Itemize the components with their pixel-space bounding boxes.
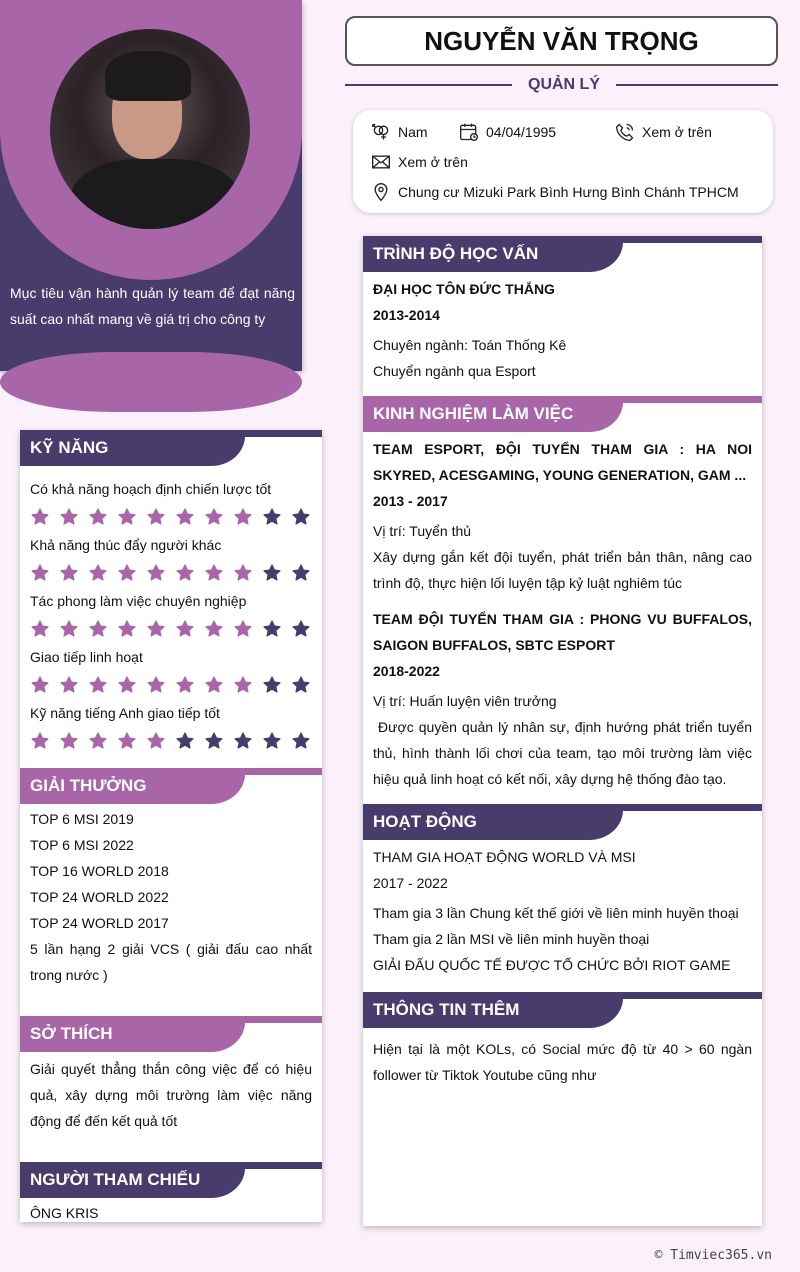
section-header-hobbies: SỞ THÍCH [20, 1016, 322, 1054]
star-icon [117, 619, 137, 639]
star-icon [204, 675, 224, 695]
star-icon [262, 675, 282, 695]
experience-desc: Xây dựng gắn kết đội tuyển, phát triển bản thân, nâng cao trình độ, thực hiện lối luyện tập kỷ luật nghiêm túc [373, 549, 752, 591]
skill-name: Kỹ năng tiếng Anh giao tiếp tốt [30, 705, 220, 721]
award-item: TOP 6 MSI 2022 [30, 837, 134, 853]
section-header-education: TRÌNH ĐỘ HỌC VẤN [363, 236, 762, 274]
experience-body [363, 434, 762, 800]
star-icon [233, 619, 253, 639]
contact-card [353, 110, 773, 213]
activity-line: Tham gia 2 lần MSI về liên minh huyền thoại [373, 931, 650, 947]
skill-rating [30, 726, 312, 756]
skill-rating [30, 502, 312, 532]
award-item: TOP 6 MSI 2019 [30, 811, 134, 827]
award-item: TOP 24 WORLD 2022 [30, 889, 169, 905]
education-line: Chuyên ngành: Toán Thống Kê [373, 337, 567, 353]
gender-text: Nam [398, 124, 428, 140]
star-icon [30, 507, 50, 527]
email-text: Xem ở trên [398, 154, 468, 170]
skill-rating [30, 670, 312, 700]
email-row [371, 152, 468, 172]
left-column [20, 430, 322, 1222]
activity-name: THAM GIA HOẠT ĐỘNG WORLD VÀ MSI [373, 849, 636, 865]
star-icon [59, 619, 79, 639]
activity-line: Tham gia 3 lần Chung kết thế giới về liên minh huyền thoại [373, 905, 739, 921]
star-icon [30, 731, 50, 751]
education-period: 2013-2014 [373, 307, 440, 323]
candidate-name: NGUYỄN VĂN TRỌNG [345, 16, 778, 66]
experience-org: TEAM ĐỘI TUYỂN THAM GIA : PHONG VU BUFFALOS, SAIGON BUFFALOS, SBTC ESPORT [373, 611, 752, 653]
skill-rating [30, 558, 312, 588]
career-objective: Mục tiêu vận hành quản lý team để đạt năng suất cao nhất mang về giá trị cho công ty [10, 285, 295, 327]
hobbies-text: Giải quyết thẳng thắn công việc để có hiệu quả, xây dựng môi trường làm việc năng động để đến kết quả tốt [30, 1061, 312, 1129]
job-title: QUẢN LÝ [512, 74, 616, 96]
star-icon [175, 731, 195, 751]
star-icon [117, 675, 137, 695]
star-icon [30, 675, 50, 695]
experience-desc: Được quyền quản lý nhân sự, định hướng phát triển tuyển thủ, hình thành lối chơi của team, tạo môi trường làm việc hiệu quả linh hoạt có kết nối, xây dựng hệ thống đào tạo. [373, 719, 756, 787]
location-pin-icon [371, 182, 391, 202]
experience-period: 2018-2022 [373, 663, 440, 679]
star-icon [204, 619, 224, 639]
star-icon [291, 563, 311, 583]
star-icon [262, 619, 282, 639]
address-row [371, 182, 739, 202]
star-icon [88, 731, 108, 751]
star-icon [146, 619, 166, 639]
star-icon [88, 619, 108, 639]
star-icon [204, 507, 224, 527]
star-icon [175, 675, 195, 695]
star-icon [117, 563, 137, 583]
phone-text: Xem ở trên [642, 124, 712, 140]
birthday-row [459, 122, 556, 142]
calendar-icon [459, 122, 479, 142]
star-icon [88, 563, 108, 583]
award-item: 5 lần hạng 2 giải VCS ( giải đấu cao nhất trong nước ) [30, 941, 312, 983]
experience-position: Vị trí: Huấn luyện viên trưởng [373, 693, 557, 709]
activity-line: GIẢI ĐẤU QUỐC TẾ ĐƯỢC TỔ CHỨC BỞI RIOT GAME [373, 957, 731, 973]
star-icon [117, 507, 137, 527]
star-icon [175, 563, 195, 583]
education-body [363, 274, 762, 392]
star-icon [146, 675, 166, 695]
awards-list [20, 806, 322, 996]
activities-body [363, 842, 762, 986]
star-icon [30, 619, 50, 639]
references-text: ÔNG KRIS [30, 1205, 99, 1221]
star-icon [146, 507, 166, 527]
star-icon [262, 731, 282, 751]
star-icon [88, 507, 108, 527]
skills-list [20, 468, 322, 764]
star-icon [233, 507, 253, 527]
star-icon [175, 619, 195, 639]
section-header-skills: KỸ NĂNG [20, 430, 322, 468]
star-icon [291, 675, 311, 695]
gender-row [371, 122, 428, 142]
email-icon [371, 152, 391, 172]
education-line: Chuyển ngành qua Esport [373, 363, 536, 379]
activity-period: 2017 - 2022 [373, 875, 448, 891]
experience-org: TEAM ESPORT, ĐỘI TUYỂN THAM GIA : HA NOI SKYRED, ACESGAMING, YOUNG GENERATION, GAM ... [373, 441, 752, 483]
star-icon [59, 507, 79, 527]
star-icon [233, 731, 253, 751]
skill-name: Giao tiếp linh hoạt [30, 649, 143, 665]
decor-hump [0, 352, 302, 371]
section-header-additional: THÔNG TIN THÊM [363, 992, 762, 1030]
skill-rating [30, 614, 312, 644]
star-icon [262, 563, 282, 583]
star-icon [146, 731, 166, 751]
additional-text: Hiện tại là một KOLs, có Social mức độ từ 40 > 60 ngàn follower từ Tiktok Youtube cũng như [373, 1041, 752, 1083]
school-name: ĐẠI HỌC TÔN ĐỨC THẮNG [373, 281, 555, 297]
star-icon [233, 563, 253, 583]
gender-icon [371, 122, 391, 142]
phone-row [615, 122, 712, 142]
avatar-photo [50, 29, 250, 229]
experience-period: 2013 - 2017 [373, 493, 448, 509]
profile-card [0, 0, 302, 371]
skill-name: Tác phong làm việc chuyên nghiệp [30, 593, 247, 609]
birthday-text: 04/04/1995 [486, 124, 557, 140]
section-header-experience: KINH NGHIỆM LÀM VIỆC [363, 396, 762, 434]
section-header-references: NGƯỜI THAM CHIẾU [20, 1162, 322, 1200]
star-icon [30, 563, 50, 583]
star-icon [146, 563, 166, 583]
right-column [363, 236, 762, 1226]
award-item: TOP 24 WORLD 2017 [30, 915, 169, 931]
star-icon [204, 731, 224, 751]
star-icon [175, 507, 195, 527]
address-text: Chung cư Mizuki Park Bình Hưng Bình Chánh TPHCM [398, 184, 739, 200]
star-icon [59, 731, 79, 751]
star-icon [262, 507, 282, 527]
star-icon [291, 507, 311, 527]
skill-name: Khả năng thúc đẩy người khác [30, 537, 222, 553]
star-icon [88, 675, 108, 695]
star-icon [291, 731, 311, 751]
footer-copyright: © Timviec365.vn [654, 1248, 772, 1263]
section-header-awards: GIẢI THƯỞNG [20, 768, 322, 806]
star-icon [204, 563, 224, 583]
star-icon [233, 675, 253, 695]
star-icon [117, 731, 137, 751]
award-item: TOP 16 WORLD 2018 [30, 863, 169, 879]
star-icon [59, 563, 79, 583]
experience-position: Vị trí: Tuyển thủ [373, 523, 472, 539]
phone-icon [615, 122, 635, 142]
section-header-activities: HOẠT ĐỘNG [363, 804, 762, 842]
skill-name: Có khả năng hoạch định chiến lược tốt [30, 481, 272, 497]
star-icon [59, 675, 79, 695]
star-icon [291, 619, 311, 639]
